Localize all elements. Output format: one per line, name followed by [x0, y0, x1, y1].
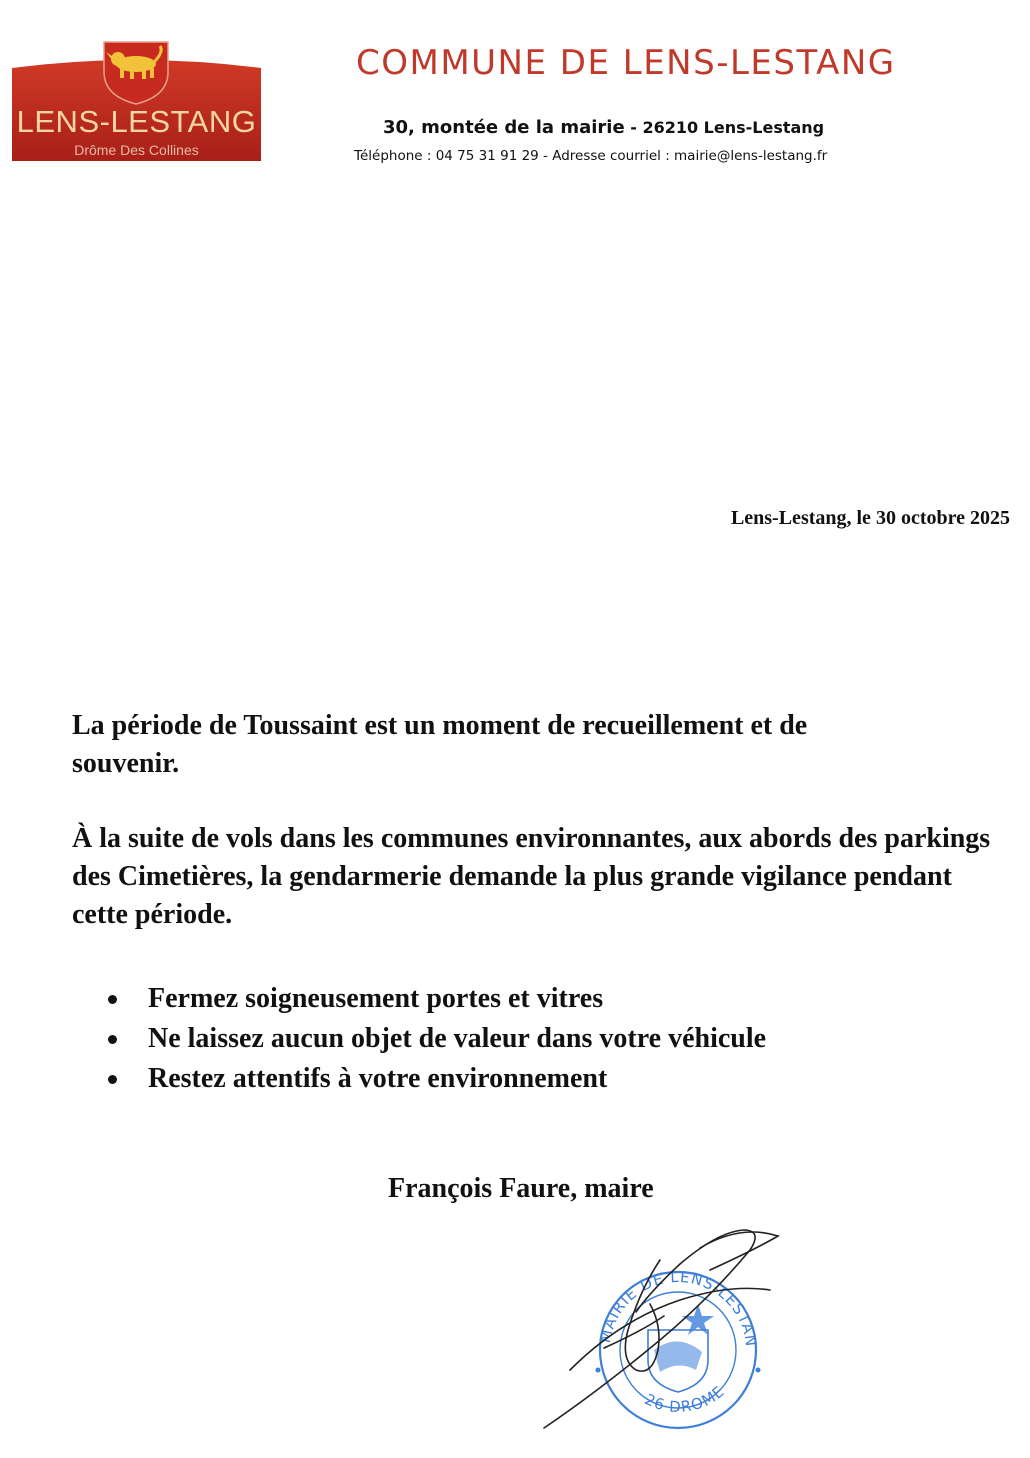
address-city: 26210 Lens-Lestang — [642, 118, 825, 137]
commune-title: COMMUNE DE LENS-LESTANG — [356, 43, 896, 83]
list-item — [108, 979, 766, 1019]
list-item-text: Fermez soigneusement portes et vitres — [148, 983, 604, 1014]
logo-title: LENS-LESTANG — [16, 104, 257, 139]
advice-list — [108, 979, 766, 1099]
logo-subtitle: Drôme Des Collines — [74, 142, 199, 158]
list-item — [108, 1019, 766, 1059]
svg-text:MAIRIE DE LENS-LESTANG — [540, 1220, 760, 1348]
bullet-icon — [108, 1075, 117, 1084]
paragraph-warning: À la suite de vols dans les communes environnantes, aux abords des parkings des Cimetières, la gendarmerie demande la plus grande vigilance pendant cette période. — [72, 823, 991, 930]
letter-date: Lens-Lestang, le 30 octobre 2025 — [730, 507, 1010, 529]
address-main: 30, montée de la mairie — [383, 117, 625, 138]
list-item-text: Ne laissez aucun objet de valeur dans votre véhicule — [148, 1023, 767, 1054]
address-separator: - — [624, 118, 643, 137]
bullet-icon — [108, 1035, 117, 1044]
address-line — [383, 119, 824, 137]
signature-and-stamp — [540, 1220, 790, 1440]
stamp-ring-text: MAIRIE DE LENS-LESTAN — [596, 1267, 761, 1349]
list-item-text: Restez attentifs à votre environnement — [148, 1063, 608, 1094]
list-item — [108, 1059, 766, 1099]
paragraph-intro: La période de Toussaint est un moment de recueillement et de souvenir. — [72, 710, 808, 779]
signer-name: François Faure, maire — [388, 1173, 654, 1204]
commune-logo — [8, 38, 265, 165]
bullet-icon — [108, 995, 117, 1004]
svg-text:26 DROME — [642, 1382, 728, 1416]
contact-line: Téléphone : 04 75 31 91 29 - Adresse courriel : mairie@lens-lestang.fr — [354, 148, 828, 164]
stamp-bottom-text: 26 DROME — [641, 1382, 729, 1417]
